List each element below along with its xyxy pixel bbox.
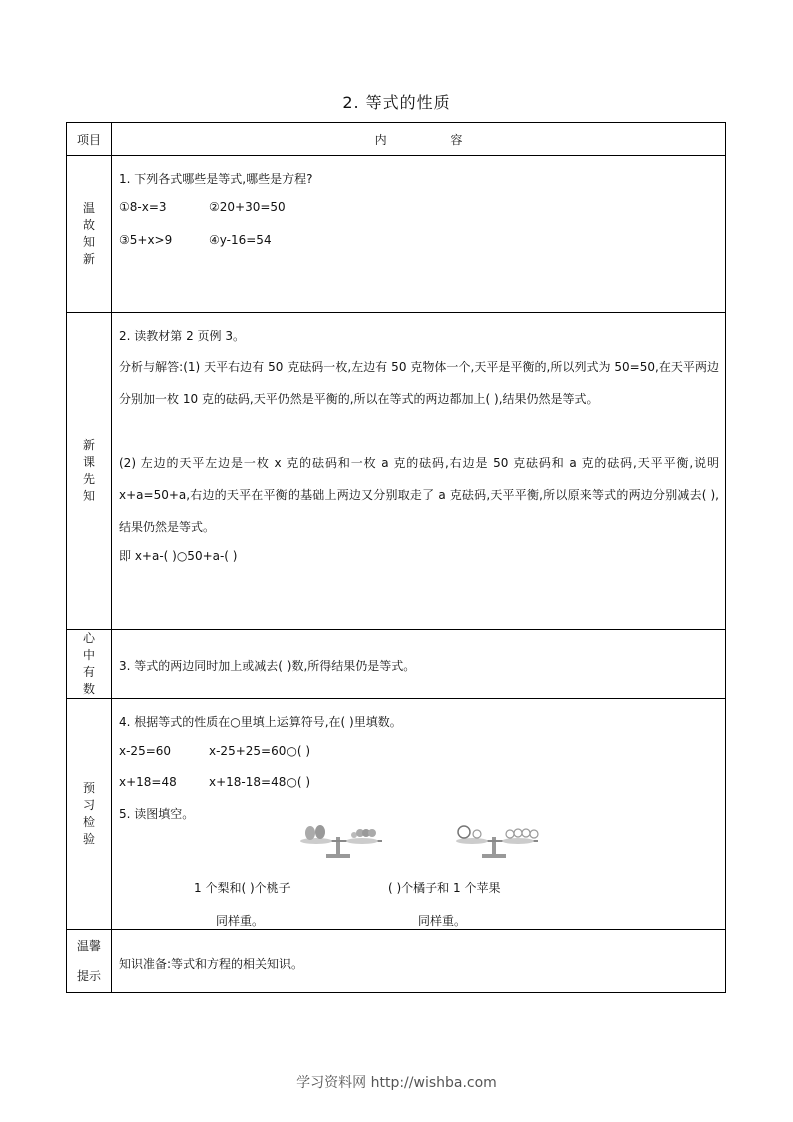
peach-icon (368, 829, 376, 837)
tip-text: 知识准备:等式和方程的相关知识。 (119, 957, 304, 971)
apple-icon (458, 826, 470, 838)
section-review-row (67, 156, 726, 313)
formula-line: 即 x+a-( )○50+a-( ) (119, 549, 238, 563)
section-tip-content (112, 930, 726, 993)
question-5: 5. 读图填空。 (119, 807, 195, 821)
fill-blank-1-line2: 同样重。 (216, 914, 265, 928)
question-2: 2. 读教材第 2 页例 3。 (119, 329, 245, 343)
pear-icon (315, 825, 325, 839)
worksheet-table (66, 122, 726, 993)
header-item: 项目 (67, 123, 112, 156)
section-new-row (67, 313, 726, 630)
pear-icon (305, 826, 315, 840)
orange-icon (506, 830, 514, 838)
scale-orange-apple-image (452, 823, 544, 863)
item-2: ②20+30=50 (209, 200, 286, 214)
analysis-para-2: (2) 左边的天平左边是一枚 x 克的砝码和一枚 a 克的砝码,右边是 50 克砝码和 a 克的砝码,天平平衡,说明 x+a=50+a,右边的天平在平衡的基础上两边又分别取走了 a 克砝码,天平平衡,所以原来等式的两边分别减去( ),结果仍然是等式。 (119, 456, 719, 534)
section-check-content (112, 699, 726, 930)
item-1: ①8-x=3 (119, 200, 167, 214)
analysis-para-1: 分析与解答:(1) 天平右边有 50 克砝码一枚,左边有 50 克物体一个,天平是平衡的,所以列式为 50=50,在天平两边分别加一枚 10 克的砝码,天平仍然是平衡的,所以在等式的两边都加上( ),结果仍然是等式。 (119, 360, 719, 406)
section-mind-content (112, 630, 726, 699)
fill-blank-2-line2: 同样重。 (418, 914, 467, 928)
orange-icon (514, 829, 522, 837)
page-title: 2. 等式的性质 (342, 93, 451, 112)
eq-row-2-left: x+18=48 (119, 775, 177, 789)
item-3: ③5+x>9 (119, 233, 173, 247)
section-check-label-cell (67, 699, 112, 930)
footer-watermark: 学习资料网 http://wishba.com (296, 1075, 497, 1091)
eq-row-1-left: x-25=60 (119, 744, 172, 758)
section-mind-label-cell (67, 630, 112, 699)
section-new-content (112, 313, 726, 630)
section-new-label-cell (67, 313, 112, 630)
section-check-label: 预习检验 (82, 781, 95, 846)
section-review-label-cell (67, 156, 112, 313)
fill-blank-1-line1: 1 个梨和( )个桃子 (194, 881, 291, 895)
header-row (67, 123, 726, 156)
section-mind-row (67, 630, 726, 699)
eq-row-2-right: x+18-18=48○( ) (209, 775, 310, 789)
header-content: 内 容 (112, 123, 726, 156)
question-4: 4. 根据等式的性质在○里填上运算符号,在( )里填数。 (119, 715, 402, 729)
orange-icon (522, 829, 530, 837)
section-tip-label: 温馨提示 (76, 939, 101, 983)
section-new-label: 新课先知 (82, 438, 95, 503)
section-tip-label-cell (67, 930, 112, 993)
section-mind-label: 心中有数 (82, 631, 95, 696)
question-1: 1. 下列各式哪些是等式,哪些是方程? (119, 172, 313, 186)
item-4: ④y-16=54 (209, 233, 272, 247)
question-3: 3. 等式的两边同时加上或减去( )数,所得结果仍是等式。 (119, 659, 416, 673)
eq-row-1-right: x-25+25=60○( ) (209, 744, 310, 758)
orange-icon (530, 830, 538, 838)
section-tip-row (67, 930, 726, 993)
section-check-row (67, 699, 726, 930)
fill-blank-2-line1: ( )个橘子和 1 个苹果 (388, 881, 501, 895)
section-review-label: 温故知新 (82, 201, 95, 266)
section-review-content (112, 156, 726, 313)
scale-pear-peach-image (296, 823, 388, 863)
